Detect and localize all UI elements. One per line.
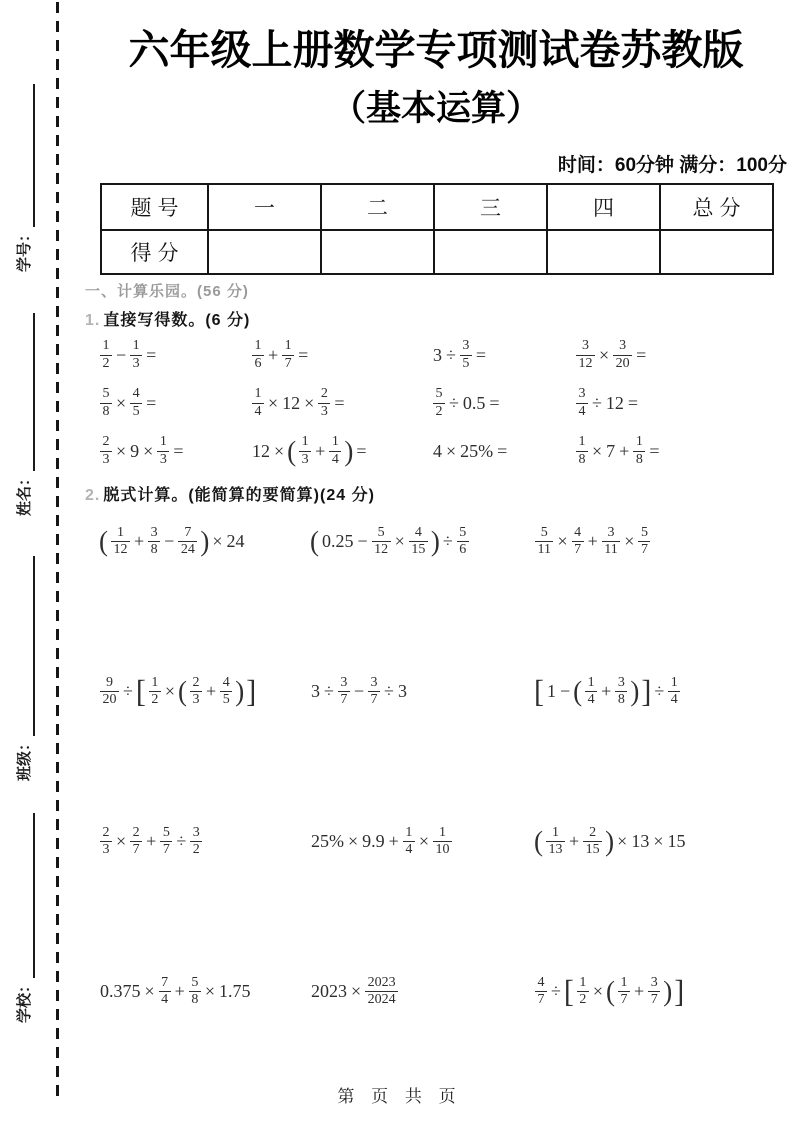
math-problem	[98, 338, 250, 373]
math-problem	[574, 386, 787, 421]
math-problem	[431, 338, 574, 373]
fraction: $\frac{2}{3}$	[100, 434, 112, 469]
page-subtitle: （基本运算）	[330, 89, 541, 129]
math-token: ×	[116, 393, 127, 414]
math-token: 0.5	[462, 393, 486, 414]
fraction: $\frac{9}{20}$	[100, 675, 119, 710]
bracket: ]	[674, 974, 685, 1009]
math-token: ×	[143, 441, 154, 462]
math-problem	[431, 386, 574, 421]
section-1-heading: 一、计算乐园。(56 分)	[85, 282, 249, 300]
math-token: ×	[394, 531, 405, 552]
fraction: $\frac{5}{2}$	[433, 386, 445, 421]
bracket: (	[287, 435, 297, 467]
question-1-title: 直接写得数。(6 分)	[103, 311, 251, 329]
score-table-col-2: 二	[321, 184, 434, 230]
math-token: ×	[164, 681, 176, 702]
sidebar-field-class	[12, 556, 38, 781]
score-row-label: 得分	[101, 230, 208, 274]
fraction: $\frac{3}{20}$	[613, 338, 632, 373]
math-token: −	[116, 345, 127, 366]
fraction: $\frac{7}{4}$	[159, 975, 171, 1010]
fraction: $\frac{3}{7}$	[648, 975, 660, 1010]
math-problem	[533, 513, 787, 560]
fraction: $\frac{5}{11}$	[535, 525, 553, 560]
math-token: ×	[212, 531, 223, 552]
math-token: ×	[304, 393, 315, 414]
class-label: 班级：	[16, 735, 33, 781]
fraction: $\frac{2}{3}$	[100, 825, 112, 860]
math-token: 7	[606, 441, 616, 462]
math-problem	[98, 386, 250, 421]
direct-calculation-grid	[85, 332, 787, 476]
fraction: $\frac{1}{7}$	[282, 338, 294, 373]
math-token: +	[268, 345, 279, 366]
math-token: =	[489, 393, 500, 414]
math-token: =	[146, 345, 157, 366]
math-token: ×	[617, 831, 628, 852]
fraction: $\frac{2023}{2024}$	[365, 975, 398, 1010]
fraction: $\frac{1}{2}$	[100, 338, 112, 373]
fraction: $\frac{4}{5}$	[220, 675, 232, 710]
fraction: $\frac{4}{7}$	[535, 975, 547, 1010]
math-token: ÷	[592, 393, 602, 414]
math-token: =	[334, 393, 345, 414]
math-token: ÷	[176, 831, 187, 852]
fraction: $\frac{5}{8}$	[100, 386, 112, 421]
bracket: )	[344, 435, 354, 467]
score-table-col-total: 总分	[660, 184, 773, 230]
math-token: ÷	[324, 681, 334, 702]
fraction: $\frac{1}{2}$	[577, 975, 589, 1010]
math-token: ÷	[654, 681, 665, 702]
fraction: $\frac{1}{3}$	[130, 338, 142, 373]
fraction: $\frac{1}{4}$	[252, 386, 264, 421]
math-token: =	[475, 345, 487, 366]
score-cell	[660, 230, 773, 274]
math-token: ×	[204, 981, 215, 1002]
school-label: 学校：	[16, 977, 33, 1023]
score-table-score-row	[101, 230, 773, 274]
main-content	[85, 0, 787, 1113]
math-token: 3	[433, 345, 442, 366]
score-table	[100, 183, 774, 275]
math-token: +	[174, 981, 185, 1002]
fraction: $\frac{1}{3}$	[299, 434, 311, 469]
fraction: $\frac{4}{5}$	[130, 386, 142, 421]
math-token: +	[634, 981, 645, 1002]
math-token: =	[298, 345, 309, 366]
bracket: (	[534, 825, 543, 858]
bracket: )	[235, 675, 245, 708]
math-token: +	[146, 831, 157, 852]
bracket: ]	[641, 674, 652, 709]
score-cell	[434, 230, 547, 274]
math-token: =	[146, 393, 157, 414]
score-cell	[208, 230, 321, 274]
score-table-header-row	[101, 184, 773, 230]
math-token: ×	[351, 981, 362, 1002]
math-token: +	[601, 681, 612, 702]
math-token: 12	[282, 393, 301, 414]
page-footer: 第 页 共 页	[337, 1087, 456, 1106]
math-token: ×	[116, 831, 127, 852]
math-problem	[574, 338, 787, 373]
fraction: $\frac{1}{10}$	[433, 825, 452, 860]
question-1-heading	[85, 307, 787, 330]
math-token: =	[649, 441, 660, 462]
math-token: 0.375	[100, 981, 141, 1002]
bracket: (	[178, 675, 188, 708]
fraction: $\frac{1}{12}$	[111, 525, 130, 560]
math-token: ×	[348, 831, 359, 852]
math-token: 1.75	[218, 981, 251, 1002]
math-token: −	[164, 531, 175, 552]
sidebar-field-student-id	[12, 84, 38, 272]
math-token: 3	[311, 681, 320, 702]
fraction: $\frac{3}{2}$	[190, 825, 202, 860]
math-token: =	[173, 441, 184, 462]
fraction: $\frac{3}{7}$	[338, 675, 350, 710]
math-problem	[574, 434, 787, 469]
fraction: $\frac{3}{5}$	[460, 338, 472, 373]
fraction: $\frac{5}{12}$	[372, 525, 391, 560]
math-token: ÷	[384, 681, 394, 702]
math-problem	[533, 663, 787, 710]
math-token: −	[357, 531, 368, 552]
fraction: $\frac{1}{4}$	[668, 675, 680, 710]
fraction: $\frac{2}{15}$	[583, 825, 602, 860]
math-token: +	[315, 441, 326, 462]
math-token: 25%	[460, 441, 494, 462]
fraction: $\frac{1}{4}$	[585, 675, 597, 710]
math-token: ×	[653, 831, 664, 852]
math-token: 13	[631, 831, 650, 852]
score-table-col-3: 三	[434, 184, 547, 230]
score-table-col-1: 一	[208, 184, 321, 230]
bracket: (	[99, 525, 108, 558]
math-token: 24	[226, 531, 245, 552]
math-token: 1	[547, 681, 556, 702]
fraction: $\frac{1}{8}$	[633, 434, 645, 469]
score-cell	[321, 230, 434, 274]
bracket: )	[430, 525, 440, 558]
fraction: $\frac{1}{4}$	[403, 825, 415, 860]
student-id-label: 学号：	[16, 226, 33, 272]
math-token: =	[497, 441, 508, 462]
fraction: $\frac{5}{8}$	[189, 975, 201, 1010]
math-token: ×	[592, 441, 603, 462]
bracket: )	[663, 975, 673, 1008]
math-token: 25%	[311, 831, 344, 852]
step-calculation-grid	[85, 513, 787, 1113]
score-table-col-4: 四	[547, 184, 660, 230]
bracket: [	[135, 674, 146, 709]
fraction: $\frac{3}{8}$	[148, 525, 160, 560]
fraction: $\frac{1}{4}$	[329, 434, 341, 469]
math-token: ÷	[446, 345, 456, 366]
math-problem	[533, 963, 787, 1010]
math-token: 0.25	[322, 531, 354, 552]
math-token: =	[627, 393, 639, 414]
math-token: ×	[144, 981, 155, 1002]
math-token: 12	[252, 441, 270, 462]
math-token: ÷	[442, 531, 453, 552]
fraction: $\frac{1}{13}$	[546, 825, 565, 860]
math-token: ÷	[449, 393, 459, 414]
math-problem	[98, 663, 309, 710]
math-problem	[98, 813, 309, 860]
bracket: (	[606, 975, 616, 1008]
student-id-blank-line	[33, 84, 35, 227]
math-problem	[98, 963, 309, 1010]
math-token: 2023	[311, 981, 347, 1002]
fraction: $\frac{1}{7}$	[618, 975, 630, 1010]
fraction: $\frac{1}{8}$	[576, 434, 588, 469]
score-cell	[547, 230, 660, 274]
class-blank-line	[33, 556, 35, 736]
bracket: (	[310, 525, 319, 558]
math-token: ×	[116, 441, 127, 462]
sidebar-field-school	[12, 813, 38, 1023]
math-problem	[250, 434, 431, 469]
bracket: ]	[246, 674, 257, 709]
math-token: 4	[433, 441, 442, 462]
math-token: 9.9	[362, 831, 385, 852]
fraction: $\frac{3}{7}$	[368, 675, 380, 710]
math-token: +	[587, 531, 598, 552]
exam-meta: 时间：60分钟 满分：100分	[557, 154, 787, 176]
fraction: $\frac{1}{2}$	[149, 675, 161, 710]
math-problem	[309, 963, 533, 1010]
math-token: ÷	[123, 681, 133, 702]
binding-dashed-line	[56, 2, 59, 1102]
name-label: 姓名：	[16, 470, 33, 516]
fraction: $\frac{5}{6}$	[457, 525, 469, 560]
math-problem	[309, 813, 533, 860]
fraction: $\frac{4}{15}$	[409, 525, 428, 560]
math-token: =	[356, 441, 367, 462]
bracket: (	[573, 675, 583, 708]
fraction: $\frac{3}{11}$	[602, 525, 620, 560]
score-table-corner: 题号	[101, 184, 208, 230]
fraction: $\frac{3}{8}$	[615, 675, 627, 710]
fraction: $\frac{2}{3}$	[190, 675, 202, 710]
fraction: $\frac{3}{12}$	[576, 338, 595, 373]
math-token: +	[569, 831, 580, 852]
bracket: [	[563, 974, 574, 1009]
math-token: ×	[268, 393, 279, 414]
question-2-number: 2.	[85, 486, 101, 504]
math-token: ×	[592, 981, 604, 1002]
fraction: $\frac{7}{24}$	[178, 525, 197, 560]
math-token: +	[206, 681, 217, 702]
math-problem	[250, 338, 431, 373]
math-problem	[309, 663, 533, 710]
question-1-number: 1.	[85, 311, 101, 329]
question-2-title: 脱式计算。(能简算的要简算)(24 分)	[103, 486, 375, 504]
math-problem	[309, 513, 533, 560]
fraction: $\frac{5}{7}$	[160, 825, 172, 860]
math-token: ×	[557, 531, 568, 552]
math-problem	[98, 513, 309, 560]
math-problem	[431, 441, 574, 462]
bracket: [	[534, 674, 544, 709]
fraction: $\frac{2}{3}$	[318, 386, 330, 421]
fraction: $\frac{1}{6}$	[252, 338, 264, 373]
math-token: +	[134, 531, 145, 552]
math-token: −	[353, 681, 365, 702]
bracket: )	[630, 675, 640, 708]
math-token: ×	[624, 531, 635, 552]
fraction: $\frac{4}{7}$	[572, 525, 584, 560]
math-token: ×	[599, 345, 610, 366]
fraction: $\frac{2}{7}$	[130, 825, 142, 860]
math-token: 3	[397, 681, 407, 702]
math-token: −	[560, 681, 571, 702]
fraction: $\frac{3}{4}$	[576, 386, 588, 421]
bracket: )	[605, 825, 615, 858]
math-token: ÷	[551, 981, 561, 1002]
math-problem	[533, 813, 787, 860]
bracket: )	[200, 525, 210, 558]
fraction: $\frac{1}{3}$	[157, 434, 169, 469]
sidebar-field-name	[12, 313, 38, 516]
math-token: 12	[605, 393, 624, 414]
name-blank-line	[33, 313, 35, 471]
math-token: ×	[418, 831, 429, 852]
fraction: $\frac{5}{7}$	[638, 525, 650, 560]
math-token: 9	[130, 441, 140, 462]
math-problem	[250, 386, 431, 421]
page-title: 六年级上册数学专项测试卷苏教版	[128, 27, 744, 73]
math-problem	[98, 434, 250, 469]
math-token: +	[388, 831, 399, 852]
math-token: ×	[274, 441, 285, 462]
math-token: +	[619, 441, 630, 462]
math-token: 15	[667, 831, 686, 852]
school-blank-line	[33, 813, 35, 978]
math-token: ×	[446, 441, 457, 462]
math-token: =	[636, 345, 647, 366]
question-2-heading	[85, 482, 787, 505]
